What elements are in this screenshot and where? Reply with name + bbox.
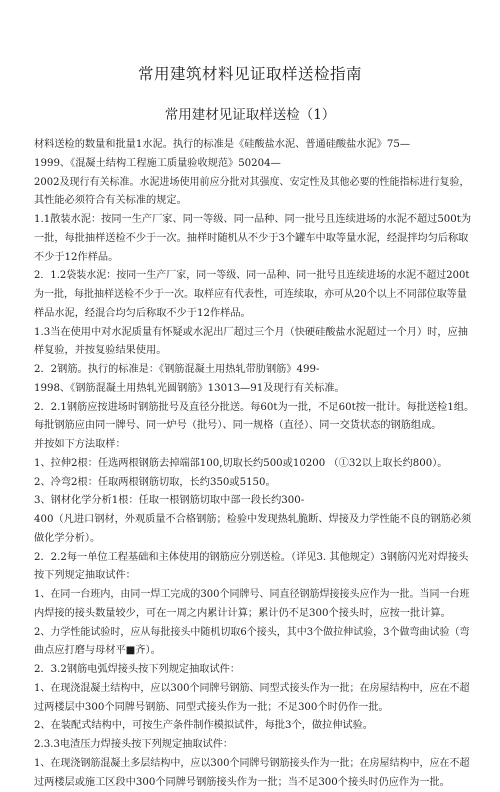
text-line: 2、在装配式结构中，可按生产条件制作模拟试件，每批3个，做拉伸试验。 xyxy=(34,717,474,736)
text-line: 过两楼层或施工区段中300个同牌号钢筋接头作为一批；当不足300个接头时仍应作为一批。 xyxy=(34,774,474,792)
text-line: 2．3.2钢筋电弧焊接头按下列规定抽取试件： xyxy=(34,661,474,680)
text-line: 2．1.2袋装水泥：按同一生产厂家，同一等级、同一品种、同一批号且连续进场的水泥不超过200t xyxy=(34,267,474,286)
document-body xyxy=(34,136,474,792)
text-line: 为一批，每批抽样送检不少于一次。取样应有代表性，可连续取，亦可从20个以上不同部位取等量 xyxy=(34,286,474,305)
text-line: 1998、《钢筋混凝土用热轧光圆钢筋》13013—91及现行有关标准。 xyxy=(34,380,474,399)
text-line: 2002及现行有关标准。水泥进场使用前应分批对其强度、安定性及其他必要的性能指标进行复验， xyxy=(34,174,474,193)
text-line: 内焊接的接头数量较少，可在一周之内累计计算；累计仍不足300个接头时，应按一批计算。 xyxy=(34,605,474,624)
text-line: 不少于12作样品。 xyxy=(34,249,474,268)
text-line: 曲点应打磨与母材平■齐）。 xyxy=(34,642,474,661)
text-line: 1999、《混凝土结构工程施工质量验收规范》50204— xyxy=(34,155,474,174)
text-line: 材料送检的数量和批量1水泥。执行的标准是《硅酸盐水泥、普通硅酸盐水泥》75— xyxy=(34,136,474,155)
text-line: 做化学分析）。 xyxy=(34,530,474,549)
document-title: 常用建筑材料见证取样送检指南 xyxy=(0,62,500,84)
text-line: 1.1散装水泥：按同一生产厂家、同一等级、同一品种、同一批号且连续进场的水泥不超过500t为 xyxy=(34,211,474,230)
text-line: 400（凡进口钢材，外观质量不合格钢筋；检验中发现热轧脆断、焊接及力学性能不良的钢筋必须 xyxy=(34,511,474,530)
text-line: 样品水泥，经混合均匀后称取不少于12作样品。 xyxy=(34,305,474,324)
text-line: 2、冷弯2根：任取两根钢筋切取，长约350或5150。 xyxy=(34,474,474,493)
text-line: 1.3当在使用中对水泥质量有怀疑或水泥出厂超过三个月（快硬硅酸盐水泥超过一个月）时，应抽 xyxy=(34,324,474,343)
text-line: 3、钢材化学分析1根：任取一根钢筋切取中部一段长约300- xyxy=(34,492,474,511)
text-line: 样复验，并按复验结果使用。 xyxy=(34,342,474,361)
text-line: 按下列规定抽取试件： xyxy=(34,567,474,586)
text-line: 2．2.2每一单位工程基础和主体使用的钢筋应分别送检。（详见3. 其他规定）3钢筋闪光对焊接头 xyxy=(34,549,474,568)
document-subtitle: 常用建材见证取样送检（1） xyxy=(0,103,500,123)
text-line: 2、力学性能试验时，应从每批接头中随机切取6个接头，其中3个做拉伸试验，3个做弯曲试验（弯 xyxy=(34,624,474,643)
text-line: 1、在现浇混凝土结构中，应以300个同牌号钢筋、同型式接头作为一批；在房屋结构中，应在不超 xyxy=(34,680,474,699)
text-line: 2．2钢筋。执行的标准是：《钢筋混凝土用热轧带肋钢筋》499- xyxy=(34,361,474,380)
text-line: 1、拉伸2根：任选两根钢筋去掉端部100,切取长约500或10200 （①32以上取长约800）。 xyxy=(34,455,474,474)
text-line: 2．2.1钢筋应按进场时钢筋批号及直径分批送。每60t为一批，不足60t按一批计。每批送检1组。 xyxy=(34,399,474,418)
text-line: 并按如下方法取样： xyxy=(34,436,474,455)
text-line: 1、在同一台班内，由同一焊工完成的300个同牌号、同直径钢筋焊接接头应作为一批。当同一台班 xyxy=(34,586,474,605)
text-line: 过两楼层中300个同牌号钢筋、同型式接头作为一批；不足300个时仍作一批。 xyxy=(34,699,474,718)
text-line: 1、在现浇钢筋混凝土多层结构中，应以300个同牌号钢筋接头作为一批；在房屋结构中，应在不超 xyxy=(34,755,474,774)
text-line: 2.3.3电渣压力焊接头按下列规定抽取试件： xyxy=(34,736,474,755)
text-line: 其性能必须符合有关标准的规定。 xyxy=(34,192,474,211)
text-line: 每批钢筋应由同一牌号、同一炉号（批号）、同一规格（直径）、同一交货状态的钢筋组成。 xyxy=(34,417,474,436)
text-line: 一批，每批抽样送检不少于一次。抽样时随机从不少于3个罐车中取等量水泥，经混拌均匀后称取 xyxy=(34,230,474,249)
